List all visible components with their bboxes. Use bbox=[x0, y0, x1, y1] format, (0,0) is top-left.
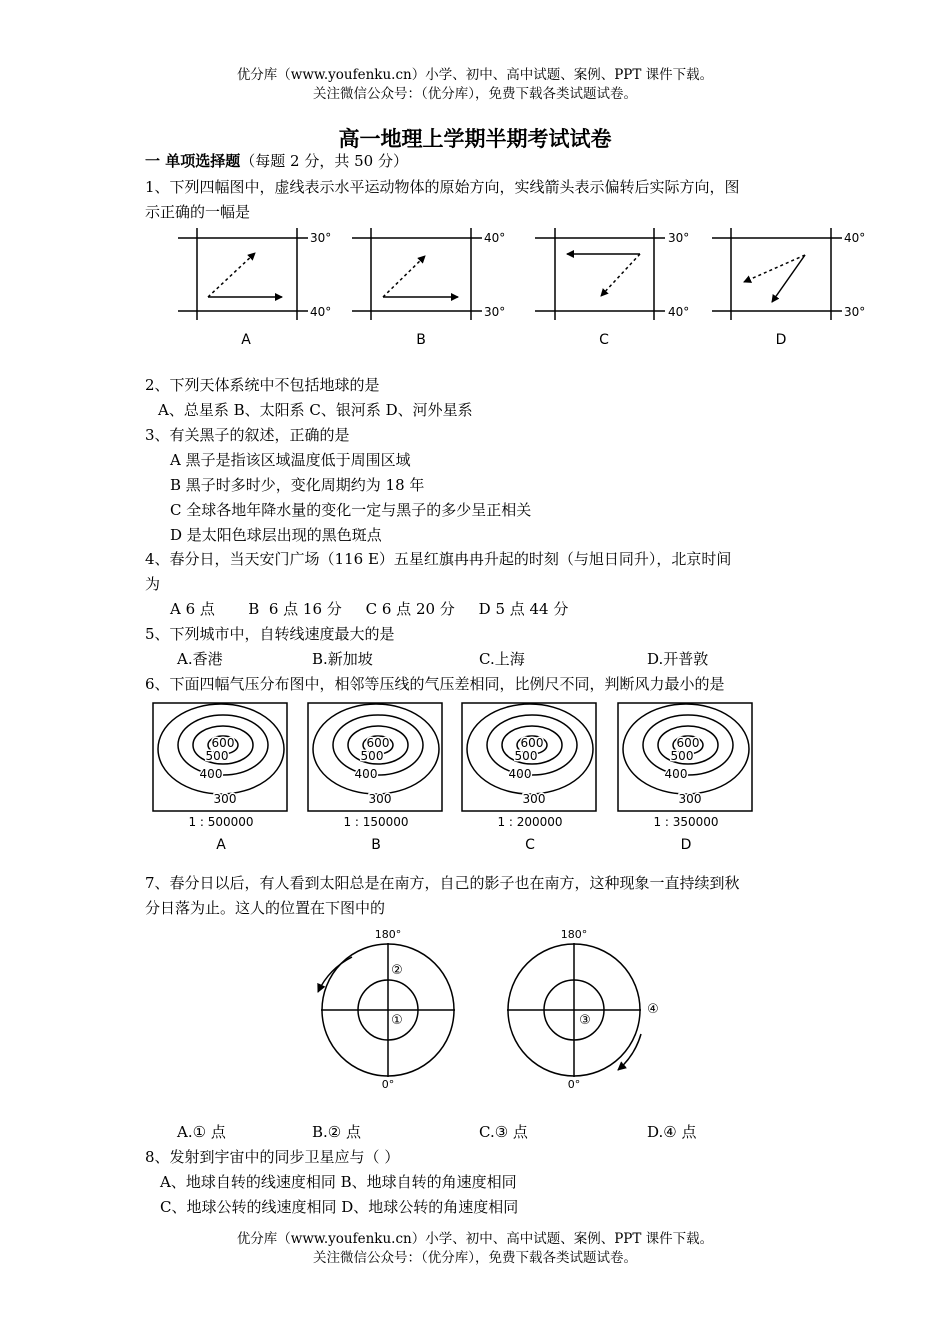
q6-isobar-label: 500 bbox=[360, 749, 384, 763]
q6-isobar-label: 400 bbox=[508, 767, 532, 781]
q4-options: A 6 点 B 6 点 16 分 C 6 点 20 分 D 5 点 44 分 bbox=[170, 600, 569, 618]
q1-d-top-lat: 40° bbox=[844, 231, 866, 245]
q7-option-d: D.④ 点 bbox=[647, 1123, 697, 1141]
q3-option-c: C 全球各地年降水量的变化一定与黑子的多少呈正相关 bbox=[170, 501, 532, 519]
q7-right-deg-bottom: 0° bbox=[567, 1078, 581, 1091]
q7-right-rotation-arrow bbox=[618, 1034, 641, 1070]
q7-option-a: A.① 点 bbox=[177, 1123, 226, 1141]
q5-option-c: C.上海 bbox=[479, 650, 525, 668]
q6-isobar-label: 600 bbox=[366, 736, 390, 750]
q6-isobar-label: 400 bbox=[354, 767, 378, 781]
q1-d-bottom-lat: 30° bbox=[844, 305, 866, 319]
header-line-2: 关注微信公众号：（优分库），免费下载各类试题试卷。 bbox=[313, 86, 637, 102]
q6-panel-letter: A bbox=[216, 837, 226, 853]
q6-isobar-label: 300 bbox=[678, 792, 702, 806]
q3-stem: 3、有关黑子的叙述，正确的是 bbox=[145, 426, 350, 444]
q6-isobar-label: 500 bbox=[205, 749, 229, 763]
q6-isobar-label: 400 bbox=[664, 767, 688, 781]
section-label: 一 单项选择题 bbox=[145, 152, 241, 170]
q1-stem-line-1: 1、下列四幅图中，虚线表示水平运动物体的原始方向，实线箭头表示偏转后实际方向，图 bbox=[145, 178, 740, 196]
q1-stem-line-2: 示正确的一幅是 bbox=[145, 203, 251, 221]
q5-option-d: D.开普敦 bbox=[647, 650, 709, 668]
q6-isobar-label: 300 bbox=[213, 792, 237, 806]
footer-line-1: 优分库（www.youfenku.cn）小学、初中、高中试题、案例、PPT 课件下载。 bbox=[236, 1231, 714, 1247]
q8-options-ab: A、地球自转的线速度相同 B、地球自转的角速度相同 bbox=[160, 1173, 517, 1191]
q6-scale-label: 1 : 150000 bbox=[343, 815, 409, 829]
q6-isobar-label: 400 bbox=[199, 767, 223, 781]
page-title: 高一地理上学期半期考试试卷 bbox=[338, 126, 612, 151]
q6-scale-label: 1 : 350000 bbox=[653, 815, 719, 829]
q5-option-a: A.香港 bbox=[177, 650, 223, 668]
q7-left-deg-top: 180° bbox=[374, 928, 402, 941]
section-note: （每题 2 分，共 50 分） bbox=[240, 152, 408, 170]
q8-stem: 8、发射到宇宙中的同步卫星应与（ ） bbox=[145, 1148, 400, 1166]
q1-a-top-lat: 30° bbox=[310, 231, 332, 245]
footer-line-2: 关注微信公众号：（优分库），免费下载各类试题试卷。 bbox=[313, 1250, 637, 1266]
q6-isobar-label: 600 bbox=[520, 736, 544, 750]
q1-c-bottom-lat: 40° bbox=[668, 305, 690, 319]
q1-b-letter: B bbox=[416, 332, 426, 348]
q7-left-rotation-arrow bbox=[318, 957, 352, 992]
q6-isobar-label: 600 bbox=[211, 736, 235, 750]
q7-mark-1: ① bbox=[391, 1013, 403, 1028]
q7-stem-line-1: 7、春分日以后，有人看到太阳总是在南方，自己的影子也在南方，这种现象一直持续到秋 bbox=[145, 874, 740, 892]
q6-scale-label: 1 : 500000 bbox=[188, 815, 254, 829]
q6-isobar-label: 300 bbox=[522, 792, 546, 806]
q7-option-b: B.② 点 bbox=[312, 1123, 362, 1141]
q1-b-top-lat: 40° bbox=[484, 231, 506, 245]
q7-polar-left bbox=[318, 943, 455, 1077]
q6-scale-label: 1 : 200000 bbox=[497, 815, 563, 829]
q1-c-top-lat: 30° bbox=[668, 231, 690, 245]
q6-stem: 6、下面四幅气压分布图中，相邻等压线的气压差相同，比例尺不同，判断风力最小的是 bbox=[145, 675, 725, 693]
q2-stem: 2、下列天体系统中不包括地球的是 bbox=[145, 376, 380, 394]
q6-isobar-label: 300 bbox=[368, 792, 392, 806]
q6-isobar-label: 500 bbox=[670, 749, 694, 763]
q4-stem-line-2: 为 bbox=[145, 575, 161, 593]
q3-option-a: A 黑子是指该区域温度低于周围区域 bbox=[170, 451, 411, 469]
q4-stem-line-1: 4、春分日，当天安门广场（116 E）五星红旗冉冉升起的时刻（与旭日同升），北京时间 bbox=[145, 550, 732, 568]
q1-a-letter: A bbox=[241, 332, 251, 348]
q7-mark-3: ③ bbox=[579, 1013, 591, 1028]
q7-option-c: C.③ 点 bbox=[479, 1123, 528, 1141]
q8-options-cd: C、地球公转的线速度相同 D、地球公转的角速度相同 bbox=[160, 1198, 519, 1216]
q5-stem: 5、下列城市中，自转线速度最大的是 bbox=[145, 625, 395, 643]
q3-option-d: D 是太阳色球层出现的黑色斑点 bbox=[170, 526, 382, 544]
q1-b-bottom-lat: 30° bbox=[484, 305, 506, 319]
q6-panel-letter: D bbox=[680, 837, 692, 853]
q6-panel-letter: C bbox=[525, 837, 535, 853]
q6-panel-letter: B bbox=[371, 837, 381, 853]
q5-option-b: B.新加坡 bbox=[312, 650, 373, 668]
q6-isobar-label: 500 bbox=[514, 749, 538, 763]
q6-isobar-label: 600 bbox=[676, 736, 700, 750]
q7-stem-line-2: 分日落为止。这人的位置在下图中的 bbox=[145, 899, 386, 917]
q7-right-deg-top: 180° bbox=[560, 928, 588, 941]
header-line-1: 优分库（www.youfenku.cn）小学、初中、高中试题、案例、PPT 课件下载。 bbox=[236, 67, 714, 83]
q1-c-letter: C bbox=[599, 332, 609, 348]
q7-left-deg-bottom: 0° bbox=[381, 1078, 395, 1091]
q7-mark-2: ② bbox=[391, 963, 403, 978]
q2-options: A、总星系 B、太阳系 C、银河系 D、河外星系 bbox=[158, 401, 473, 419]
q3-option-b: B 黑子时多时少，变化周期约为 18 年 bbox=[170, 476, 425, 494]
q7-polar-right bbox=[507, 943, 641, 1077]
q1-a-bottom-lat: 40° bbox=[310, 305, 332, 319]
q1-d-letter: D bbox=[775, 332, 787, 348]
q7-mark-4: ④ bbox=[647, 1002, 659, 1017]
